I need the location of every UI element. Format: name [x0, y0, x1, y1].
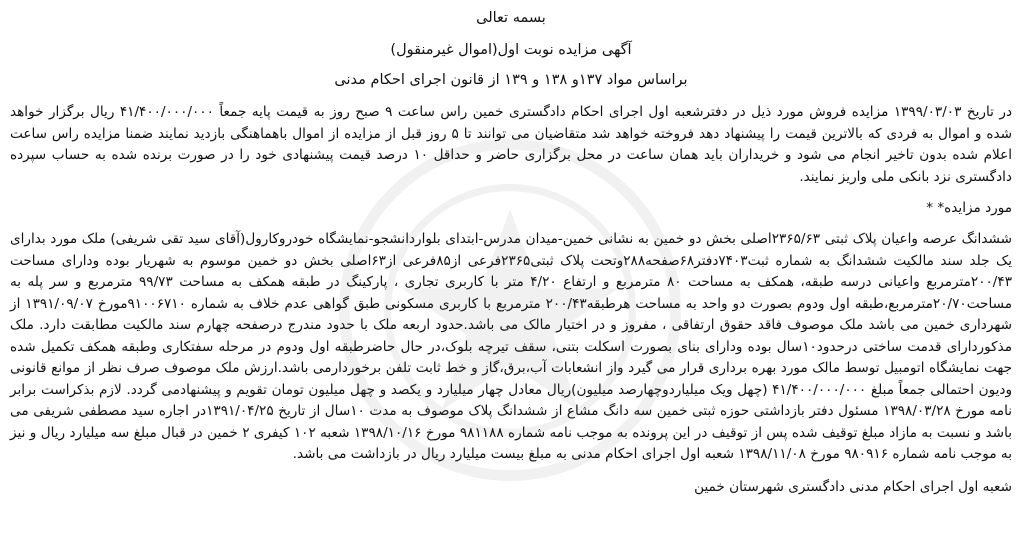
notice-title: آگهی مزایده نوبت اول(اموال غیرمنقول)	[390, 42, 632, 58]
intro-paragraph: در تاریخ ۱۳۹۹/۰۳/۰۳ مزایده فروش مورد ذیل در دفترشعبه اول اجرای احکام دادگستری خمین راس ساعت ۹ صبح روز به قیمت پایه جمعاً ۴۱/۴۰۰/۰۰۰/۰۰۰ ریال برگزار خواهد شده و اموال به فردی که بالاترین قیمت را پیشنهاد دهد فروخته خواهد شد متقاضیان می توانند تا ۵ روز قبل از مزایده از اموال باهماهنگی بازدید نمایند ضمنا مزایده راس ساعت اعلام شده بدون تاخیر انجام می شود و خریداران باید همان ساعت در محل برگزاری حاضر و حداقل ۱۰ درصد قیمت پیشنهادی خود را در صورت برنده شده به حساب سپرده دادگستری نزد بانکی ملی واریز نمایند.	[10, 104, 1013, 185]
notice-subtitle: براساس مواد ۱۳۷و ۱۳۸ و ۱۳۹ از قانون اجرای احکام مدنی	[334, 72, 688, 88]
basmala: بسمه تعالی	[476, 10, 546, 26]
notice-header	[10, 6, 1012, 92]
section-title: مورد مزایده* *	[926, 200, 1012, 216]
property-description: ششدانگ عرصه واعیان پلاک ثبتی ۲۳۶۵/۶۳اصلی بخش دو خمین به نشانی خمین-میدان مدرس-ابتدای بلواردانشجو-نمایشگاه خودروکارول(آقای سید تقی شریفی) ملک مورد بدارای یک جلد سند مالکیت ششدانگ به شماره ثبت۷۴۰۳دفتر۶۸صفحه۲۸۸وتحت پلاک ثبتی۲۳۶۵فرعی از۸۵فرعی از۶۳اصلی بخش دو خمین موسوم به شهریار بوده ودارای مساحت ۲۰۰/۴۳مترمربع واعیانی درسه طبقه، همکف به مساحت ۸۰ مترمربع و ارتفاع ۴/۲۰ متر با کاربری تجاری ، پارکینگ در طبقه همکف به مساحت ۹۹/۷۳ مترمربع و سر پله به مساحت۲۰/۷۰مترمربع،طبقه اول ودوم بصورت دو واحد به مساحت هرطبقه۲۰۰/۴۳ مترمربع با کاربری مسکونی طبق گواهی عدم خلاف به شماره ۹۱۰۰۶۷۱۰مورخ ۱۳۹۱/۰۹/۰۷ از شهرداری خمین می باشد ملک موصوف فاقد حقوق ارتفاقی ، مفروز و در اختیار مالک می باشد.حدود اربعه ملک با حدود مندرج درصفحه چهارم سند مالکیت مطابقت دارد. ملک مذکوردارای قدمت ساختی درحدود۱۰سال بوده ودارای بنای بصورت اسکلت بتنی، سقف تیرچه بلوک،در حال حاضرطبقه اول ودوم در مرحله سفتکاری وطبقه همکف تکمیل شده جهت نمایشگاه اتومبیل توسط مالک مورد بهره برداری قرار می گیرد واز انشعابات آب،برق،گاز و خط ثابت تلفن برخوردارمی باشد.ارزش ملک موصوف صرف نظر از موانع قانونی ودیون احتمالی جمعاً مبلغ ۴۱/۴۰۰/۰۰۰/۰۰۰ (چهل ویک میلیاردوچهارصد میلیون)ریال معادل چهار میلیارد و یکصد و چهل میلیون تومان تقویم و پیشنهادمی گردد. لازم بذکراست برابر نامه مورخ ۱۳۹۸/۰۳/۲۸ مسئول دفتر بازداشتی حوزه ثبتی خمین سه دانگ مشاع از ششدانگ پلاک موصوف به مدت ۱۰سال از تاریخ ۱۳۹۱/۰۴/۲۵در اجاره سید مصطفی شریفی می باشد و نسبت به مازاد مبلغ توقیف شده پس از توقیف در این پرونده به موجب نامه شماره ۹۸۱۱۸۸ مورخ ۱۳۹۸/۱۰/۱۶ شعبه ۱۰۲ کیفری ۲ خمین در قبال مبلغ سه میلیارد ریال و نیز به موجب نامه شماره ۹۸۰۹۱۶ مورخ ۱۳۹۸/۱۱/۰۸ شعبه اول اجرای احکام مدنی به مبلغ بیست میلیارد ریال در بازداشت می باشد.	[10, 231, 1013, 462]
signature: شعبه اول اجرای احکام مدنی دادگستری شهرستان خمین	[694, 478, 1012, 495]
